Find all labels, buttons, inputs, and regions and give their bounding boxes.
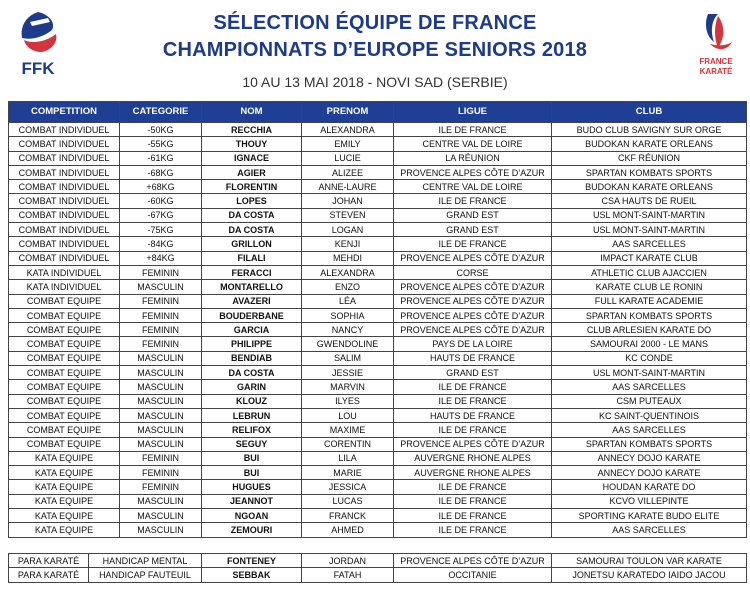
cell-club: AAS SARCELLES [552,523,747,537]
cell-categorie: -84KG [120,237,202,251]
column-header-competition: COMPETITION [9,102,120,123]
cell-competition: COMBAT INDIVIDUEL [9,194,120,208]
cell-club: USL MONT-SAINT-MARTIN [552,366,747,380]
cell-prenom: EMILY [302,137,394,151]
cell-prenom: JORDAN [302,554,394,568]
cell-club: HOUDAN KARATE DO [552,480,747,494]
cell-prenom: LOU [302,408,394,422]
cell-prenom: SOPHIA [302,308,394,322]
cell-categorie: FEMININ [120,480,202,494]
cell-prenom: JESSICA [302,480,394,494]
cell-club: KC SAINT-QUENTINOIS [552,408,747,422]
cell-prenom: MARIE [302,466,394,480]
cell-nom: JEANNOT [202,494,302,508]
cell-ligue: PROVENCE ALPES CÔTE D’AZUR [394,280,552,294]
cell-club: AAS SARCELLES [552,380,747,394]
cell-categorie: +68KG [120,180,202,194]
cell-competition: KATA EQUIPE [9,523,120,537]
cell-club: SPARTAN KOMBATS SPORTS [552,165,747,179]
table-row [9,568,747,582]
cell-club: BUDO CLUB SAVIGNY SUR ORGE [552,123,747,137]
table-row [9,509,747,523]
cell-competition: KATA INDIVIDUEL [9,265,120,279]
cell-ligue: ILE DE FRANCE [394,480,552,494]
cell-prenom: GWENDOLINE [302,337,394,351]
column-header-nom: NOM [202,102,302,123]
table-row [9,351,747,365]
cell-competition: COMBAT INDIVIDUEL [9,137,120,151]
cell-ligue: PROVENCE ALPES CÔTE D’AZUR [394,251,552,265]
cell-club: SAMOURAI TOULON VAR KARATE [552,554,747,568]
table-row [9,237,747,251]
cell-ligue: PROVENCE ALPES CÔTE D’AZUR [394,165,552,179]
france-karate-text-2: KARATÉ [699,67,733,76]
cell-competition: COMBAT EQUIPE [9,437,120,451]
table-row [9,394,747,408]
cell-competition: PARA KARATÉ [9,568,89,582]
table-row [9,523,747,537]
table-row [9,280,747,294]
table-row [9,151,747,165]
cell-prenom: JESSIE [302,366,394,380]
table-row [9,165,747,179]
cell-club: ATHLETIC CLUB AJACCIEN [552,265,747,279]
cell-categorie: FEMININ [120,308,202,322]
cell-nom: HUGUES [202,480,302,494]
cell-categorie: HANDICAP MENTAL [89,554,202,568]
table-row [9,251,747,265]
cell-club: SPARTAN KOMBATS SPORTS [552,308,747,322]
cell-competition: KATA EQUIPE [9,466,120,480]
cell-nom: SEGUY [202,437,302,451]
cell-categorie: -75KG [120,223,202,237]
cell-ligue: PROVENCE ALPES CÔTE D’AZUR [394,437,552,451]
table-row [9,337,747,351]
column-header-categorie: CATEGORIE [120,102,202,123]
table-row [9,366,747,380]
cell-ligue: HAUTS DE FRANCE [394,351,552,365]
cell-nom: BUI [202,451,302,465]
cell-nom: SEBBAK [202,568,302,582]
cell-ligue: CENTRE VAL DE LOIRE [394,137,552,151]
cell-ligue: PROVENCE ALPES CÔTE D’AZUR [394,294,552,308]
cell-club: CSM PUTEAUX [552,394,747,408]
cell-competition: COMBAT EQUIPE [9,351,120,365]
cell-categorie: FEMININ [120,451,202,465]
cell-prenom: AHMED [302,523,394,537]
cell-club: KCVO VILLEPINTE [552,494,747,508]
cell-competition: COMBAT EQUIPE [9,408,120,422]
cell-prenom: FATAH [302,568,394,582]
ffk-logo-text: FFK [21,59,55,78]
cell-competition: COMBAT EQUIPE [9,308,120,322]
cell-categorie: FEMININ [120,323,202,337]
cell-prenom: MARVIN [302,380,394,394]
cell-nom: BENDIAB [202,351,302,365]
cell-nom: GARCIA [202,323,302,337]
cell-nom: MONTARELLO [202,280,302,294]
cell-categorie: -60KG [120,194,202,208]
column-header-club: CLUB [552,102,747,123]
cell-categorie: MASCULIN [120,523,202,537]
cell-categorie: +84KG [120,251,202,265]
cell-categorie: -68KG [120,165,202,179]
cell-competition: KATA EQUIPE [9,451,120,465]
france-karate-logo [688,8,744,80]
cell-prenom: ENZO [302,280,394,294]
cell-categorie: MASCULIN [120,394,202,408]
cell-categorie: MASCULIN [120,494,202,508]
cell-categorie: MASCULIN [120,351,202,365]
cell-prenom: ALIZEE [302,165,394,179]
table-row [9,123,747,137]
table-row [9,423,747,437]
cell-prenom: FRANCK [302,509,394,523]
cell-categorie: FEMININ [120,265,202,279]
cell-competition: COMBAT EQUIPE [9,380,120,394]
cell-ligue: PAYS DE LA LOIRE [394,337,552,351]
cell-club: BUDOKAN KARATE ORLEANS [552,180,747,194]
cell-club: SAMOURAI 2000 - LE MANS [552,337,747,351]
cell-club: AAS SARCELLES [552,237,747,251]
cell-ligue: ILE DE FRANCE [394,380,552,394]
cell-club: JONETSU KARATEDO IAIDO JACOU [552,568,747,582]
cell-ligue: AUVERGNE RHONE ALPES [394,466,552,480]
cell-club: SPARTAN KOMBATS SPORTS [552,437,747,451]
cell-nom: FERACCI [202,265,302,279]
table-row [9,451,747,465]
cell-prenom: ALEXANDRA [302,265,394,279]
cell-competition: COMBAT INDIVIDUEL [9,251,120,265]
cell-club: USL MONT-SAINT-MARTIN [552,223,747,237]
cell-nom: LOPES [202,194,302,208]
cell-ligue: GRAND EST [394,223,552,237]
cell-prenom: CORENTIN [302,437,394,451]
cell-prenom: LOGAN [302,223,394,237]
cell-nom: RECCHIA [202,123,302,137]
cell-prenom: MAXIME [302,423,394,437]
table-header-row [9,102,747,123]
cell-club: AAS SARCELLES [552,423,747,437]
cell-ligue: PROVENCE ALPES CÔTE D’AZUR [394,308,552,322]
cell-ligue: GRAND EST [394,366,552,380]
cell-nom: FILALI [202,251,302,265]
table-row [9,194,747,208]
cell-categorie: MASCULIN [120,366,202,380]
cell-categorie: MASCULIN [120,380,202,394]
cell-club: SPORTING KARATE BUDO ELITE [552,509,747,523]
cell-prenom: LUCIE [302,151,394,165]
cell-prenom: ALEXANDRA [302,123,394,137]
france-karate-text-1: FRANCE [699,57,733,66]
table-row [9,494,747,508]
cell-nom: BOUDERBANE [202,308,302,322]
cell-categorie: MASCULIN [120,423,202,437]
cell-categorie: HANDICAP FAUTEUIL [89,568,202,582]
cell-nom: FLORENTIN [202,180,302,194]
cell-nom: RELIFOX [202,423,302,437]
cell-competition: COMBAT EQUIPE [9,366,120,380]
column-header-ligue: LIGUE [394,102,552,123]
cell-nom: DA COSTA [202,208,302,222]
cell-nom: ZEMOURI [202,523,302,537]
cell-ligue: ILE DE FRANCE [394,494,552,508]
cell-ligue: ILE DE FRANCE [394,509,552,523]
cell-ligue: ILE DE FRANCE [394,394,552,408]
cell-ligue: ILE DE FRANCE [394,423,552,437]
cell-ligue: PROVENCE ALPES CÔTE D’AZUR [394,323,552,337]
cell-nom: KLOUZ [202,394,302,408]
cell-nom: AGIER [202,165,302,179]
cell-categorie: FEMININ [120,294,202,308]
table-row [9,208,747,222]
cell-prenom: KENJI [302,237,394,251]
cell-nom: PHILIPPE [202,337,302,351]
cell-club: CSA HAUTS DE RUEIL [552,194,747,208]
table-row [9,265,747,279]
cell-prenom: SALIM [302,351,394,365]
cell-ligue: CENTRE VAL DE LOIRE [394,180,552,194]
cell-competition: PARA KARATÉ [9,554,89,568]
cell-nom: DA COSTA [202,366,302,380]
cell-prenom: STEVEN [302,208,394,222]
cell-club: IMPACT KARATE CLUB [552,251,747,265]
cell-ligue: PROVENCE ALPES CÔTE D’AZUR [394,554,552,568]
cell-categorie: FEMININ [120,466,202,480]
cell-nom: FONTENEY [202,554,302,568]
cell-categorie: FEMININ [120,337,202,351]
cell-nom: GARIN [202,380,302,394]
table-row [9,323,747,337]
cell-club: KARATE CLUB LE RONIN [552,280,747,294]
cell-ligue: ILE DE FRANCE [394,194,552,208]
cell-club: CLUB ARLESIEN KARATE DO [552,323,747,337]
cell-competition: COMBAT INDIVIDUEL [9,223,120,237]
cell-categorie: -50KG [120,123,202,137]
cell-ligue: HAUTS DE FRANCE [394,408,552,422]
cell-prenom: JOHAN [302,194,394,208]
cell-categorie: MASCULIN [120,408,202,422]
cell-prenom: ILYES [302,394,394,408]
cell-categorie: MASCULIN [120,280,202,294]
cell-club: FULL KARATE ACADEMIE [552,294,747,308]
cell-prenom: ANNE-LAURE [302,180,394,194]
cell-ligue: OCCITANIE [394,568,552,582]
cell-prenom: MEHDI [302,251,394,265]
table-row [9,380,747,394]
cell-competition: KATA EQUIPE [9,509,120,523]
cell-competition: COMBAT INDIVIDUEL [9,180,120,194]
table-row [9,223,747,237]
page-title-line1: SÉLECTION ÉQUIPE DE FRANCE [213,12,537,34]
table-row [9,554,747,568]
cell-prenom: NANCY [302,323,394,337]
cell-ligue: AUVERGNE RHONE ALPES [394,451,552,465]
table-row [9,437,747,451]
cell-competition: COMBAT EQUIPE [9,294,120,308]
table-row [9,480,747,494]
table-row [9,308,747,322]
cell-prenom: LILA [302,451,394,465]
cell-nom: LEBRUN [202,408,302,422]
cell-ligue: ILE DE FRANCE [394,237,552,251]
cell-ligue: ILE DE FRANCE [394,523,552,537]
cell-competition: COMBAT EQUIPE [9,394,120,408]
cell-competition: KATA INDIVIDUEL [9,280,120,294]
cell-categorie: -67KG [120,208,202,222]
event-subtitle: 10 AU 13 MAI 2018 - NOVI SAD (SERBIE) [242,74,508,90]
cell-nom: AVAZERI [202,294,302,308]
cell-competition: COMBAT INDIVIDUEL [9,151,120,165]
cell-nom: IGNACE [202,151,302,165]
cell-prenom: LUCAS [302,494,394,508]
cell-ligue: ILE DE FRANCE [394,123,552,137]
cell-club: USL MONT-SAINT-MARTIN [552,208,747,222]
table-row [9,180,747,194]
cell-ligue: GRAND EST [394,208,552,222]
cell-competition: COMBAT EQUIPE [9,337,120,351]
cell-nom: NGOAN [202,509,302,523]
cell-competition: KATA EQUIPE [9,494,120,508]
cell-prenom: LÉA [302,294,394,308]
table-row [9,137,747,151]
table-row [9,466,747,480]
page-title-line2: CHAMPIONNATS D’EUROPE SENIORS 2018 [162,39,588,61]
table-row [9,408,747,422]
cell-nom: BUI [202,466,302,480]
cell-ligue: LA RÉUNION [394,151,552,165]
cell-competition: KATA EQUIPE [9,480,120,494]
cell-categorie: -61KG [120,151,202,165]
cell-nom: GRILLON [202,237,302,251]
cell-nom: THOUY [202,137,302,151]
selection-table [8,101,747,538]
cell-nom: DA COSTA [202,223,302,237]
cell-categorie: MASCULIN [120,437,202,451]
column-header-prenom: PRENOM [302,102,394,123]
cell-competition: COMBAT INDIVIDUEL [9,208,120,222]
cell-competition: COMBAT INDIVIDUEL [9,123,120,137]
cell-club: ANNECY DOJO KARATE [552,466,747,480]
cell-club: KC CONDE [552,351,747,365]
cell-club: ANNECY DOJO KARATE [552,451,747,465]
cell-competition: COMBAT EQUIPE [9,323,120,337]
cell-competition: COMBAT EQUIPE [9,423,120,437]
para-karate-table [8,553,747,583]
cell-ligue: CORSE [394,265,552,279]
cell-club: CKF RÉUNION [552,151,747,165]
cell-club: BUDOKAN KARATE ORLEANS [552,137,747,151]
cell-competition: COMBAT INDIVIDUEL [9,165,120,179]
cell-categorie: MASCULIN [120,509,202,523]
cell-categorie: -55KG [120,137,202,151]
cell-competition: COMBAT INDIVIDUEL [9,237,120,251]
table-row [9,294,747,308]
